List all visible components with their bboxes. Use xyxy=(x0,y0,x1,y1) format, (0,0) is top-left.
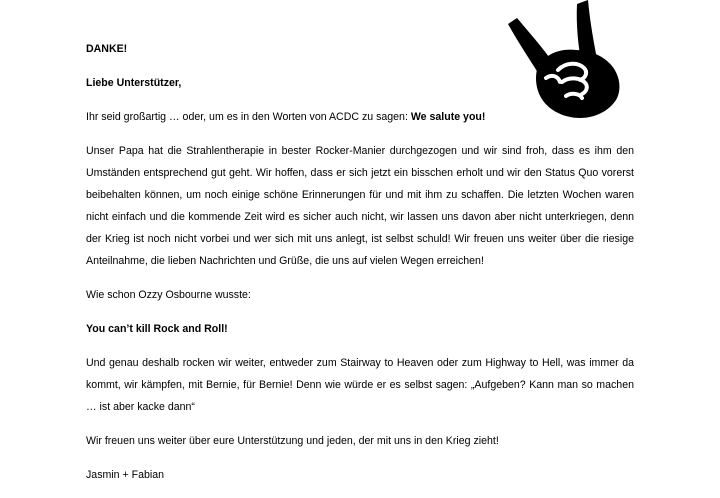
main-paragraph: Unser Papa hat die Strahlentherapie in bester Rocker-Manier durchgezogen und wir sind froh, dass es ihm den Umständen entsprechend gut geht. Wir hoffen, dass er sich jetzt ein bisschen erholt und wir den Status Quo vorerst beibehalten können, um noch einige schöne Erinnerungen für und mit ihm zu schaffen. Die letzten Wochen waren nicht einfach und die kommende Zeit wird es sicher auch nicht, wir lassen uns davon aber nicht unterkriegen, denn der Krieg ist noch nicht vorbei und wer sich mit uns anlegt, ist selbst schuld! Wir freuen uns weiter über die riesige Anteilnahme, die lieben Nachrichten und Grüße, die uns auf vielen Wegen erreichen! xyxy=(86,145,634,267)
letter-title: DANKE! xyxy=(86,43,128,55)
rock-paragraph: Und genau deshalb rocken wir weiter, entweder zum Stairway to Heaven oder zum Highway to Hell, was immer da kommt, wir kämpfen, mit Bernie, für Bernie! Denn wie würde er es selbst sagen: „Aufgeben? Kann man so machen … ist aber kacke dann“ xyxy=(86,357,634,413)
ozzy-intro: Wie schon Ozzy Osbourne wusste: xyxy=(86,289,251,301)
intro-text: Ihr seid großartig … oder, um es in den Worten von ACDC zu sagen: xyxy=(86,111,408,123)
signature: Jasmin + Fabian xyxy=(86,469,165,481)
letter-document xyxy=(86,38,634,498)
intro-paragraph xyxy=(86,106,634,128)
letter-greeting: Liebe Unterstützer, xyxy=(86,77,182,89)
ozzy-quote: You can’t kill Rock and Roll! xyxy=(86,323,228,335)
intro-quote: We salute you! xyxy=(410,111,486,123)
closing-line: Wir freuen uns weiter über eure Unterstützung und jeden, der mit uns in den Krieg zieht! xyxy=(86,435,499,447)
